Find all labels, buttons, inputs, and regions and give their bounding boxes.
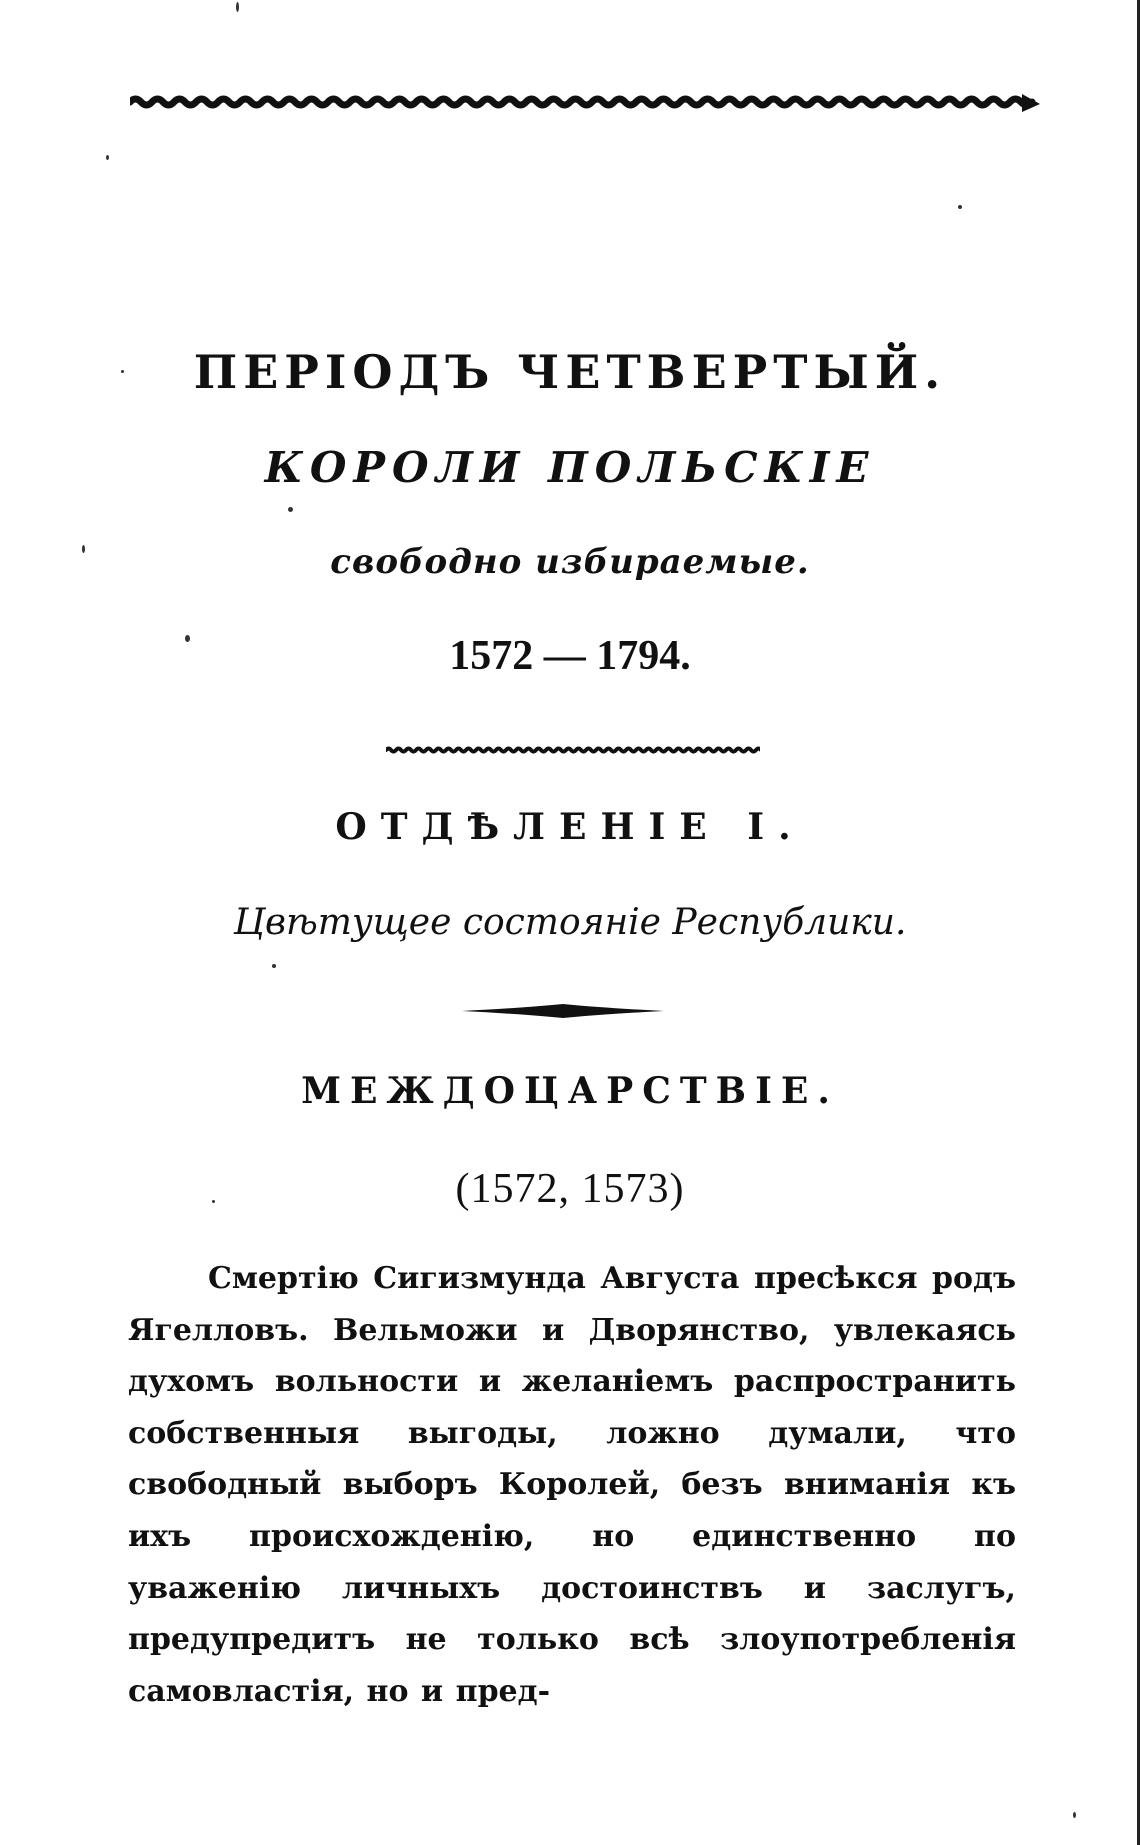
tapered-rule-ornament [462, 1003, 664, 1019]
top-wave-ornament [130, 86, 1042, 118]
period-years: 1572 — 1794. [449, 633, 691, 679]
print-speck [185, 635, 190, 642]
print-speck [1073, 1812, 1076, 1818]
print-speck [288, 507, 293, 512]
body-paragraph: Смертію Сигизмунда Августа пресѣкся родъ Ягелловъ. Вельможи и Дворянство, увлекаясь духомъ вольности и желаніемъ распространить собственныя выгоды, ложно думали, что свободный выборъ Королей, безъ вниманія къ ихъ происхожденію, но единственно по уваженію личныхъ достоинствъ и заслугъ, предупредитъ не только всѣ злоупотребленія самовластія, но и пред- [128, 1261, 1016, 1709]
interregnum-heading: МЕЖДОЦАРСТВІЕ. [301, 1070, 839, 1112]
print-speck [121, 370, 124, 373]
period-title: ПЕРІОДЪ ЧЕТВЕРТЫЙ. [193, 345, 947, 399]
middle-wave-ornament [386, 742, 760, 758]
division-subtitle: Цвѣтущее состояніе Республики. [233, 902, 907, 943]
print-speck [212, 1200, 215, 1203]
print-speck [272, 964, 276, 968]
print-speck [82, 545, 85, 553]
subtitle-freely-elected: свободно избираемые. [330, 542, 810, 582]
interregnum-years: (1572, 1573) [455, 1166, 685, 1212]
subtitle: КОРОЛИ ПОЛЬСКІЕ [264, 443, 876, 492]
division-heading: ОТДѢЛЕНІЕ I. [335, 806, 805, 848]
print-speck [958, 205, 962, 209]
print-speck [236, 2, 239, 12]
print-speck [106, 155, 109, 160]
